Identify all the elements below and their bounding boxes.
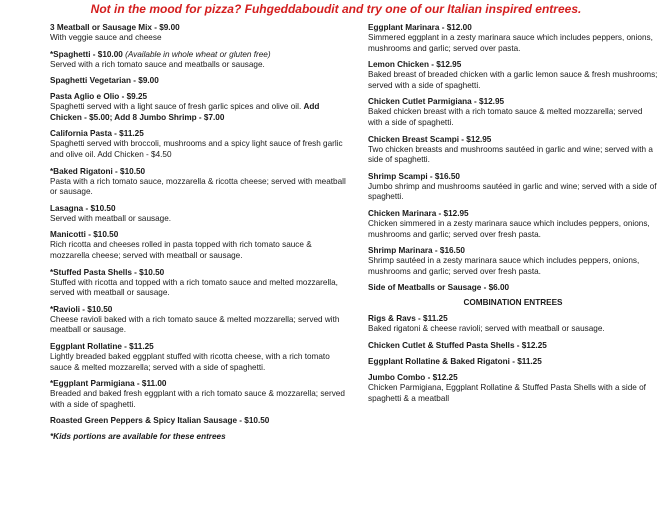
menu-item-name [50,267,350,278]
menu-item-description [50,102,350,123]
menu-item-description-text: Two chicken breasts and mushrooms sautéed in garlic and wine; served with a side of spaghetti. [368,144,653,165]
menu-item-description [50,240,350,261]
menu-item-baked-rigatoni [50,166,350,198]
menu-item-shrimp-marinara [368,245,658,277]
menu-item-california-pasta [50,128,350,160]
menu-item-description-text: Rich ricotta and cheeses rolled in pasta topped with rich tomato sauce & mozzarella cheese; served with meatball or sausage. [50,240,312,260]
menu-item-name [50,341,350,352]
left-column [50,22,350,442]
menu-item-spaghetti-vegetarian [50,75,350,86]
menu-item-name [368,245,658,256]
menu-item-title: Roasted Green Peppers & Spicy Italian Sausage - $10.50 [50,416,270,426]
menu-item-manicotti [50,229,350,261]
right-column [368,22,658,409]
menu-item-name [368,171,658,182]
menu-item-name [368,282,658,293]
menu-item-title: Pasta Aglio e Olio - $9.25 [50,92,148,102]
menu-item-title: Eggplant Marinara - $12.00 [368,23,472,32]
menu-item-name [50,378,350,389]
menu-item-description-text: Chicken Parmigiana, Eggplant Rollatine & Stuffed Pasta Shells with a side of spaghetti & a meatball [368,382,646,403]
menu-item-title: *Baked Rigatoni - $10.50 [50,166,146,176]
menu-item-description [368,145,658,166]
menu-item-title: Jumbo Combo - $12.25 [368,372,458,382]
menu-item-title: Lasagna - $10.50 [50,203,116,213]
menu-item-description [50,33,350,44]
menu-item-name [368,313,658,324]
menu-item-description [50,60,350,71]
combination-entrees-heading: COMBINATION ENTREES [463,298,563,308]
menu-item-title: Eggplant Rollatine & Baked Rigatoni - $11.25 [368,356,542,366]
menu-item-description-text: Shrimp sautéed in a zesty marinara sauce which includes peppers, onions, mushrooms and garlic; served over fresh pasta. [368,256,640,276]
menu-item-name [368,372,658,383]
menu-item-shrimp-scampi [368,171,658,203]
menu-item-chicken-marinara [368,208,658,240]
menu-item-name [50,304,350,315]
menu-item-title: Chicken Marinara - $12.95 [368,208,469,218]
menu-item-name [50,203,350,214]
menu-item-description [368,256,658,277]
menu-item-ravioli [50,304,350,336]
menu-item-description-text: Simmered eggplant in a zesty marinara sauce which includes peppers, onions, mushrooms and garlic; served over pasta. [368,33,653,53]
menu-item-pasta-aglio-e-olio [50,91,350,123]
menu-item-roasted-green-peppers-spicy-italian-sausage [50,415,350,426]
menu-item-name [50,75,350,86]
menu-item-title: Shrimp Marinara - $16.50 [368,246,465,256]
menu-item-title: Chicken Breast Scampi - $12.95 [368,134,492,144]
menu-item-description-text: Breaded and baked fresh eggplant with a rich tomato sauce & mozzarella; served with a side of spaghetti. [50,389,345,409]
menu-item-description [50,177,350,198]
menu-item-name [50,415,350,426]
menu-item-description [50,389,350,410]
menu-item-chicken-cutlet-stuffed-pasta-shells [368,340,658,351]
menu-item-title: *Ravioli - $10.50 [50,304,113,314]
menu-item-chicken-breast-scampi [368,134,658,166]
menu-banner: Not in the mood for pizza? Fuhgeddaboudit and try one of our Italian inspired entrees. [90,2,582,16]
menu-item-description [368,33,658,54]
menu-item-description [368,383,658,404]
menu-item-description [368,182,658,203]
menu-item-name [50,49,350,60]
menu-item-title: *Eggplant Parmigiana - $11.00 [50,379,167,389]
menu-item-note: (Available in whole wheat or gluten free) [125,49,271,59]
menu-item-description-text: Cheese ravioli baked with a rich tomato sauce & melted mozzarella; served with meatball or sausage. [50,314,340,335]
menu-item-description [50,214,350,225]
menu-item-name [368,134,658,145]
menu-item-description [50,278,350,299]
menu-item-eggplant-marinara [368,22,658,54]
menu-item-eggplant-rollatine-baked-rigatoni [368,356,658,367]
menu-item-title: Chicken Cutlet & Stuffed Pasta Shells - $12.25 [368,340,547,350]
menu-item-description [50,315,350,336]
menu-item-name [50,128,350,139]
menu-item-spaghetti [50,49,350,71]
menu-item-stuffed-pasta-shells [50,267,350,299]
menu-item-description-text: Baked breast of breaded chicken with a garlic lemon sauce & fresh mushrooms; served with a side of spaghetti. [368,70,658,90]
menu-item-title: Manicotti - $10.50 [50,230,119,240]
menu-item-title: *Stuffed Pasta Shells - $10.50 [50,267,165,277]
menu-item-description-text: Jumbo shrimp and mushrooms sautéed in garlic and wine; served with a side of spaghetti. [368,181,657,202]
menu-item-name [368,356,658,367]
menu-item-name [368,208,658,219]
menu-item-description-text: Chicken simmered in a zesty marinara sauce which includes peppers, onions, mushrooms and garlic; served over fresh pasta. [368,218,650,239]
menu-item-title: Shrimp Scampi - $16.50 [368,171,460,181]
menu-item-description [50,139,350,160]
menu-item-description-text: Served with meatball or sausage. [50,213,172,223]
menu-item-eggplant-parmigiana [50,378,350,410]
menu-item-description-text: With veggie sauce and cheese [50,33,162,42]
menu-item-name [368,340,658,351]
menu-item-jumbo-combo [368,372,658,404]
menu-item-title: 3 Meatball or Sausage Mix - $9.00 [50,23,180,32]
menu-item-title: *Spaghetti - $10.00 [50,49,123,59]
menu-item-name [368,22,658,33]
menu-item-description-text: Baked rigatoni & cheese ravioli; served with meatball or sausage. [368,324,605,334]
menu-item-title: Rigs & Ravs - $11.25 [368,314,448,324]
menu-item-description [368,107,658,128]
menu-item-lemon-chicken [368,59,658,91]
menu-item-chicken-cutlet-parmigiana [368,96,658,128]
menu-item-name [50,22,350,33]
menu-item-name [50,91,350,102]
menu-item-name [50,229,350,240]
kids-portion-footnote: *Kids portions are available for these entrees [50,432,226,442]
menu-item-description-text: Baked chicken breast with a rich tomato sauce & melted mozzarella; served with a side of spaghetti. [368,107,643,127]
menu-item-3-meatball-or-sausage-mix [50,22,350,44]
menu-item-eggplant-rollatine [50,341,350,373]
menu-item-title: Spaghetti Vegetarian - $9.00 [50,76,159,86]
menu-item-description-text: Lightly breaded baked eggplant stuffed with ricotta cheese, with a rich tomato sauce & melted mozzarella; served with a side of spaghetti. [50,351,330,372]
menu-item-description-text: Stuffed with ricotta and topped with a rich tomato sauce and melted mozzarella, served with meatball or sausage. [50,277,338,298]
menu-item-title: Eggplant Rollatine - $11.25 [50,341,154,351]
menu-item-name [368,59,658,70]
menu-item-description-text: Spaghetti served with a light sauce of fresh garlic spices and olive oil. [50,102,302,112]
menu-item-title: Lemon Chicken - $12.95 [368,60,462,70]
menu-item-description-text: Pasta with a rich tomato sauce, mozzarella & ricotta cheese; served with meatball or sausage. [50,176,346,197]
menu-item-description [368,219,658,240]
menu-item-title: Chicken Cutlet Parmigiana - $12.95 [368,97,505,107]
menu-item-description [368,70,658,91]
menu-item-description-text: Spaghetti served with broccoli, mushrooms and a spicy light sauce of fresh garlic and olive oil. Add Chicken - $4.50 [50,139,343,159]
menu-item-description [50,352,350,373]
menu-item-description-text: Served with a rich tomato sauce and meatballs or sausage. [50,59,265,69]
menu-item-name [50,166,350,177]
menu-item-addons: Add Chicken - $5.00; Add 8 Jumbo Shrimp - $7.00 [50,102,320,122]
menu-item-description [368,324,658,335]
menu-item-name [368,96,658,107]
menu-item-rigs-ravs [368,313,658,335]
menu-item-lasagna [50,203,350,225]
menu-item-side-of-meatballs-or-sausage [368,282,658,293]
menu-item-title: California Pasta - $11.25 [50,129,144,139]
menu-item-title: Side of Meatballs or Sausage - $6.00 [368,283,510,293]
